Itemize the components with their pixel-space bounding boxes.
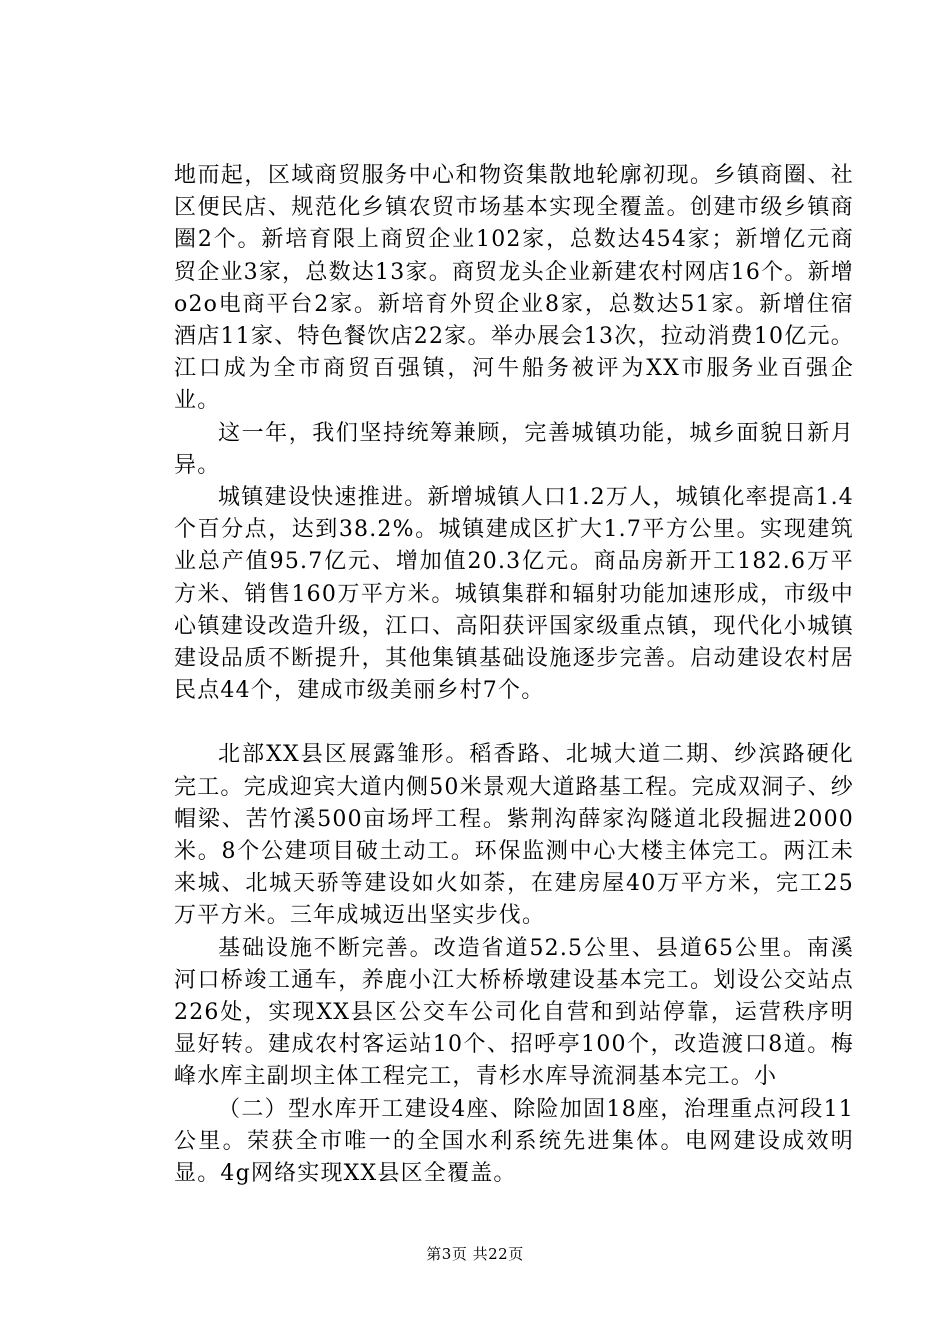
paragraph-urban-overview: 这一年，我们坚持统筹兼顾，完善城镇功能，城乡面貌日新月异。 bbox=[174, 420, 854, 478]
paragraph-urban-construction: 城镇建设快速推进。新增城镇人口1.2万人，城镇化率提高1.4个百分点，达到38.2%。城镇建成区扩大1.7平方公里。实现建筑业总产值95.7亿元、增加值20.3亿元。商品房新开工182.6万平方米、销售160万平方米。城镇集群和辐射功能加速形成，市级中心镇建设改造升级，江口、高阳获评国家级重点镇，现代化小城镇建设品质不断提升，其他集镇基础设施逐步完善。启动建设农村居民点44个，建成市级美丽乡村7个。 bbox=[174, 485, 854, 704]
paragraph-commerce: 地而起，区域商贸服务中心和物资集散地轮廓初现。乡镇商圈、社区便民店、规范化乡镇农贸市场基本实现全覆盖。创建市级乡镇商圈2个。新培育限上商贸企业102家，总数达454家；新增亿元商贸企业3家，总数达13家。商贸龙头企业新建农村网店16个。新增o2o电商平台2家。新培育外贸企业8家，总数达51家。新增住宿酒店11家、特色餐饮店22家。举办展会13次，拉动消费10亿元。江口成为全市商贸百强镇，河牛船务被评为XX市服务业百强企业。 bbox=[174, 163, 854, 414]
paragraph-reservoirs: （二）型水库开工建设4座、除险加固18座，治理重点河段11公里。荣获全市唯一的全国水利系统先进集体。电网建设成效明显。4g网络实现XX县区全覆盖。 bbox=[174, 1096, 854, 1187]
page-footer: 第3页 共22页 bbox=[426, 1245, 524, 1263]
document-body bbox=[174, 160, 854, 1190]
paragraph-gap bbox=[174, 707, 854, 739]
paragraph-infrastructure: 基础设施不断完善。改造省道52.5公里、县道65公里。南溪河口桥竣工通车，养鹿小江大桥桥墩建设基本完工。划设公交站点226处，实现XX县区公交车公司化自营和到站停靠，运营秩序明显好转。建成农村客运站10个、招呼亭100个，改造渡口8道。梅峰水库主副坝主体工程完工，青杉水库导流洞基本完工。小 bbox=[174, 935, 854, 1090]
paragraph-north-district: 北部XX县区展露雏形。稻香路、北城大道二期、纱滨路硬化完工。完成迎宾大道内侧50米景观大道路基工程。完成双洞子、纱帽梁、苦竹溪500亩场坪工程。紫荆沟薛家沟隧道北段掘进2000米。8个公建项目破土动工。环保监测中心大楼主体完工。两江未来城、北城天骄等建设如火如荼，在建房屋40万平方米，完工25万平方米。三年成城迈出坚实步伐。 bbox=[174, 742, 854, 929]
